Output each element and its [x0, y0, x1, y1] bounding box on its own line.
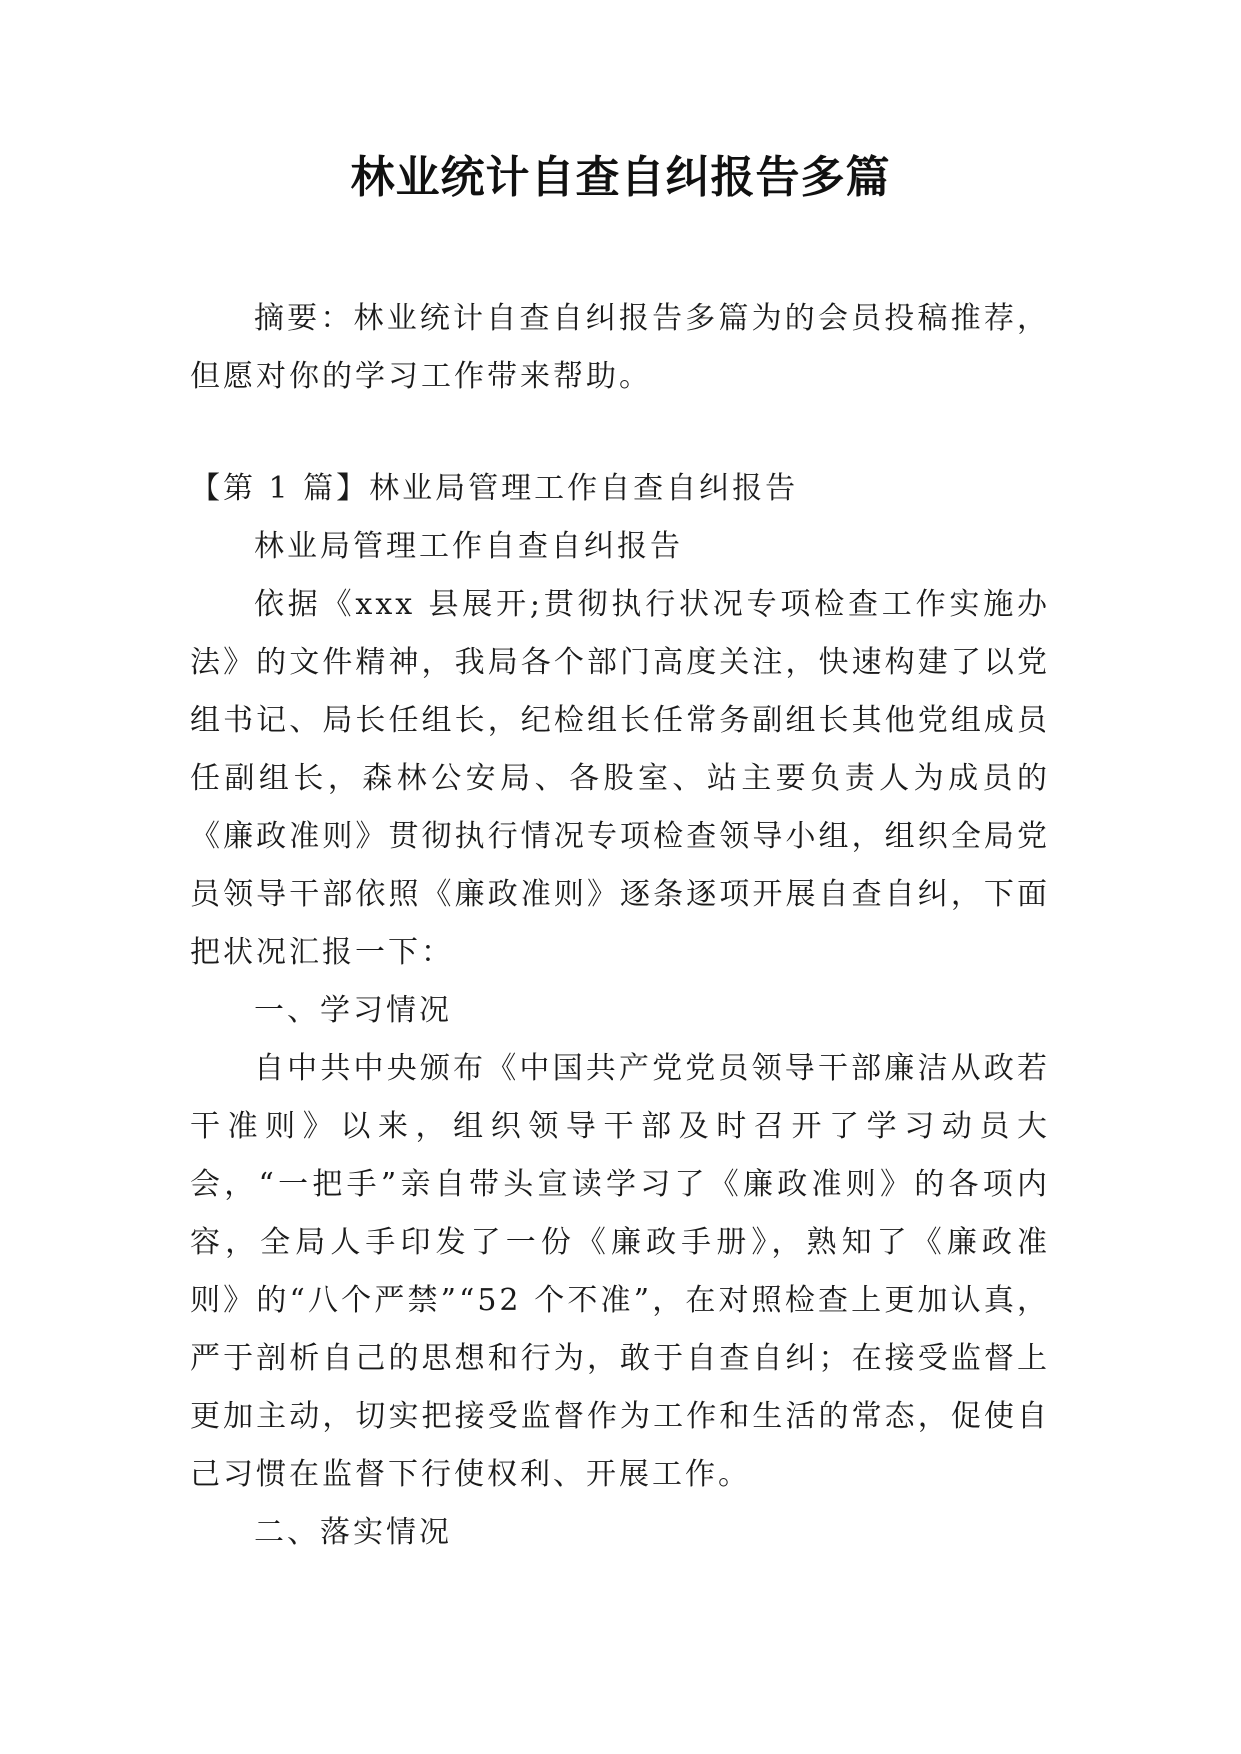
- abstract-block: [190, 290, 1050, 406]
- section-heading: 【第 1 篇】林业局管理工作自查自纠报告: [190, 471, 799, 506]
- abstract-paragraph: 摘要：林业统计自查自纠报告多篇为的会员投稿推荐，但愿对你的学习工作带来帮助。: [190, 301, 1050, 394]
- body-paragraph: 自中共中央颁布《中国共产党党员领导干部廉洁从政若干准则》以来，组织领导干部及时召开了学习动员大会，“一把手”亲自带头宣读学习了《廉政准则》的各项内容，全局人手印发了一份《廉政手册》，熟知了《廉政准则》的“八个严禁”“52 个不准”，在对照检查上更加认真，严于剖析自己的思想和行为，敢于自查自纠；在接受监督上更加主动，切实把接受监督作为工作和生活的常态，促使自己习惯在监督下行使权利、开展工作。: [190, 1051, 1050, 1492]
- document-title: 林业统计自查自纠报告多篇: [350, 152, 891, 203]
- section-block: [190, 460, 1050, 1562]
- body-paragraph: 二、落实情况: [254, 1515, 452, 1550]
- body-paragraph: 林业局管理工作自查自纠报告: [254, 529, 683, 564]
- body-paragraph: 一、学习情况: [254, 993, 452, 1028]
- body-paragraph: 依据《xxx 县展开;贯彻执行状况专项检查工作实施办法》的文件精神，我局各个部门高度关注，快速构建了以党组书记、局长任组长，纪检组长任常务副组长其他党组成员任副组长，森林公安局、各股室、站主要负责人为成员的《廉政准则》贯彻执行情况专项检查领导小组，组织全局党员领导干部依照《廉政准则》逐条逐项开展自查自纠，下面把状况汇报一下：: [190, 587, 1050, 970]
